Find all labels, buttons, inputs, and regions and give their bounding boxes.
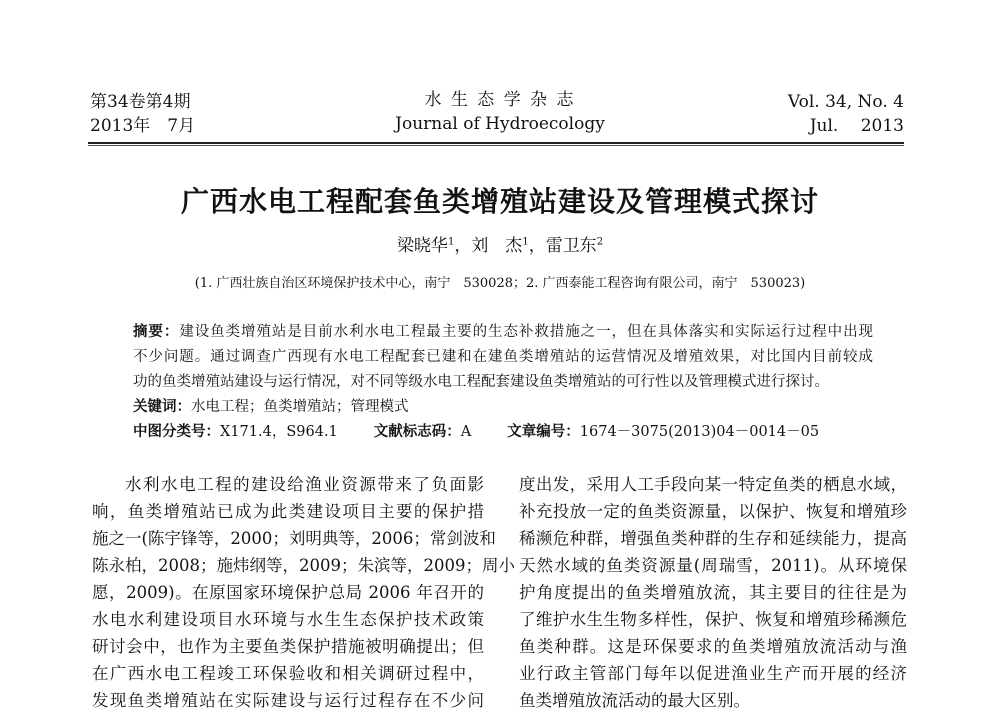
classification-line <box>133 420 873 445</box>
body-line: 稀濒危种群，增强鱼类种群的生存和延续能力，提高 <box>519 529 907 548</box>
body-line: 水利水电工程的建设给渔业资源带来了负面影 <box>125 475 484 494</box>
abstract-label: 摘要： <box>133 324 180 340</box>
author: 雷卫东 <box>545 236 597 256</box>
body-line: 鱼类增殖放流活动的最大区别。 <box>519 691 750 710</box>
body-column-left <box>92 471 515 714</box>
body-line: 天然水域的鱼类资源量(周瑞雪，2011)。从环境保 <box>519 556 907 575</box>
author-affil-mark: 1 <box>447 236 455 248</box>
doc-code-label: 文献标志码： <box>373 424 461 440</box>
clc-value: X171.4，S964.1 <box>220 424 338 440</box>
journal-name <box>350 88 650 136</box>
header-rule <box>88 142 904 146</box>
doc-code-value: A <box>460 424 472 440</box>
author: 刘 杰 <box>471 236 523 256</box>
body-line: 鱼类种群。这是环保要求的鱼类增殖放流活动与渔 <box>519 637 907 656</box>
body-line: 补充投放一定的鱼类资源量，以保护、恢复和增殖珍 <box>519 502 907 521</box>
journal-name-en: Journal of Hydroecology <box>395 114 605 134</box>
article-no-value: 1674－3075(2013)04－0014－05 <box>579 424 820 440</box>
body-line: 研讨会中，也作为主要鱼类保护措施被明确提出；但 <box>92 637 484 656</box>
journal-volume <box>788 90 904 138</box>
body-line: 陈永柏，2008；施炜纲等，2009；朱滨等，2009；周小 <box>92 556 515 575</box>
paper-title: 广西水电工程配套鱼类增殖站建设及管理模式探讨 <box>180 185 819 218</box>
abstract-line: 不少问题。通过调查广西现有水电工程配套已建和在建鱼类增殖站的运营情况及增殖效果，对比国内目前较成 <box>133 349 873 365</box>
author-affil-mark: 2 <box>596 236 604 248</box>
date-cn: 2013年 7月 <box>90 116 196 136</box>
author-affil-mark: 1 <box>522 236 529 248</box>
article-no-label: 文章编号： <box>507 424 580 440</box>
keywords-label: 关键词： <box>133 399 191 415</box>
clc-label: 中图分类号： <box>133 424 220 440</box>
journal-issue <box>90 90 195 138</box>
journal-name-cn: 水 生 态 学 杂 志 <box>424 90 576 110</box>
affiliations: (1. 广西壮族自治区环境保护技术中心，南宁 530028；2. 广西泰能工程咨询有限公司，南宁 530023) <box>194 276 806 291</box>
body-column-right <box>519 471 907 714</box>
author: 梁晓华 <box>396 236 448 256</box>
separator: ， <box>454 236 472 256</box>
separator: ， <box>528 236 546 256</box>
body-line: 愿，2009)。在原国家环境保护总局 2006 年召开的 <box>92 583 484 602</box>
body-line: 响，鱼类增殖站已成为此类建设项目主要的保护措 <box>92 502 484 521</box>
body-line: 度出发，采用人工手段向某一特定鱼类的栖息水域， <box>519 475 907 494</box>
body-line: 水电水利建设项目水环境与水生生态保护技术政策 <box>92 610 484 629</box>
abstract-line: 建设鱼类增殖站是目前水利水电工程最主要的生态补救措施之一，但在具体落实和实际运行过程中出现 <box>179 324 873 340</box>
body-line: 了维护水生生物多样性，保护、恢复和增殖珍稀濒危 <box>519 610 907 629</box>
body-line: 护角度提出的鱼类增殖放流，其主要目的往往是为 <box>519 583 907 602</box>
date-en: Jul. 2013 <box>809 116 904 136</box>
body-line: 业行政主管部门每年以促进渔业生产而开展的经济 <box>519 664 907 683</box>
abstract-line: 功的鱼类增殖站建设与运行情况，对不同等级水电工程配套建设鱼类增殖站的可行性以及管理模式进行探讨。 <box>133 374 829 390</box>
author-list <box>0 231 1000 256</box>
volume-issue-en: Vol. 34, No. 4 <box>787 92 904 112</box>
volume-issue-cn: 第34卷第4期 <box>90 92 191 112</box>
abstract-block <box>133 320 873 445</box>
keywords-value: 水电工程；鱼类增殖站；管理模式 <box>191 399 409 415</box>
body-line: 施之一(陈宇锋等，2000；刘明典等，2006；常剑波和 <box>92 529 496 548</box>
body-line: 发现鱼类增殖站在实际建设与运行过程存在不少问 <box>92 691 484 710</box>
body-line: 在广西水电工程竣工环保验收和相关调研过程中， <box>92 664 484 683</box>
